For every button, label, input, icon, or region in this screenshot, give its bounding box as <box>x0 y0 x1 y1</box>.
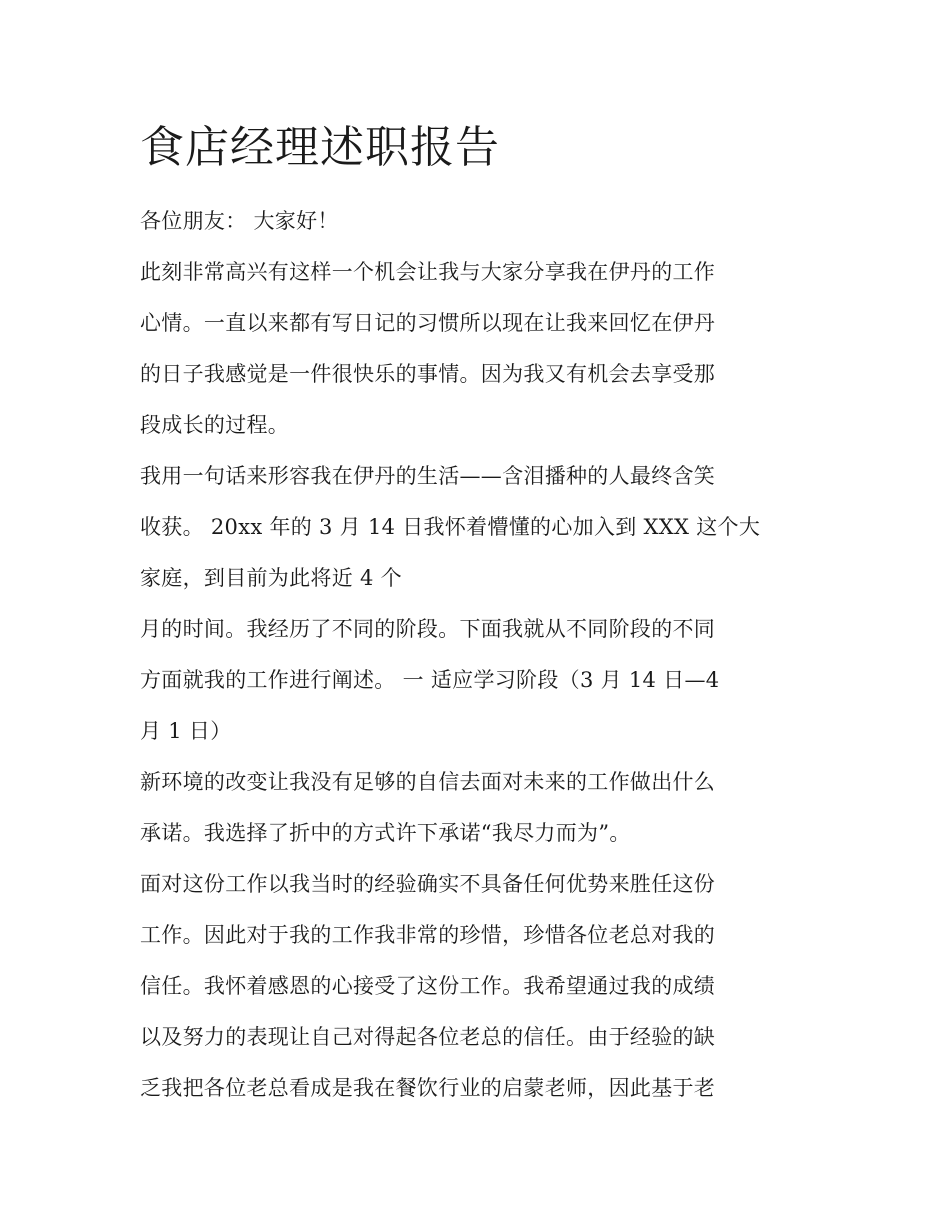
paragraph-line: 工作。因此对于我的工作我非常的珍惜，珍惜各位老总对我的 <box>140 923 716 947</box>
paragraph-line: 以及努力的表现让自己对得起各位老总的信任。由于经验的缺 <box>140 1025 716 1049</box>
paragraph-line: 我用一句话来形容我在伊丹的生活——含泪播种的人最终含笑 <box>140 464 716 488</box>
paragraph-line: 方面就我的工作进行阐述。 一 适应学习阶段（3 月 14 日—4 <box>140 668 720 692</box>
paragraph-line: 段成长的过程。 <box>140 413 290 437</box>
paragraph-line: 乏我把各位老总看成是我在餐饮行业的启蒙老师，因此基于老 <box>140 1076 716 1100</box>
paragraph-line: 月 1 日） <box>140 719 232 743</box>
paragraph-line: 月的时间。我经历了不同的阶段。下面我就从不同阶段的不同 <box>140 617 716 641</box>
paragraph-line: 家庭，到目前为此将近 4 个 <box>140 566 402 590</box>
paragraph-line: 心情。一直以来都有写日记的习惯所以现在让我来回忆在伊丹 <box>140 311 716 335</box>
paragraph-line: 承诺。我选择了折中的方式许下承诺“我尽力而为”。 <box>140 821 631 845</box>
paragraph-line: 面对这份工作以我当时的经验确实不具备任何优势来胜任这份 <box>140 872 716 896</box>
greeting-line: 各位朋友： 大家好！ <box>140 209 339 233</box>
paragraph-line: 信任。我怀着感恩的心接受了这份工作。我希望通过我的成绩 <box>140 974 716 998</box>
document-title: 食店经理述职报告 <box>140 122 500 173</box>
paragraph-line: 此刻非常高兴有这样一个机会让我与大家分享我在伊丹的工作 <box>140 260 716 284</box>
paragraph-line: 的日子我感觉是一件很快乐的事情。因为我又有机会去享受那 <box>140 362 716 386</box>
paragraph-line: 新环境的改变让我没有足够的自信去面对未来的工作做出什么 <box>140 770 716 794</box>
paragraph-line: 收获。 20xx 年的 3 月 14 日我怀着懵懂的心加入到 XXX 这个大 <box>140 515 761 539</box>
document-body <box>140 112 812 1114</box>
